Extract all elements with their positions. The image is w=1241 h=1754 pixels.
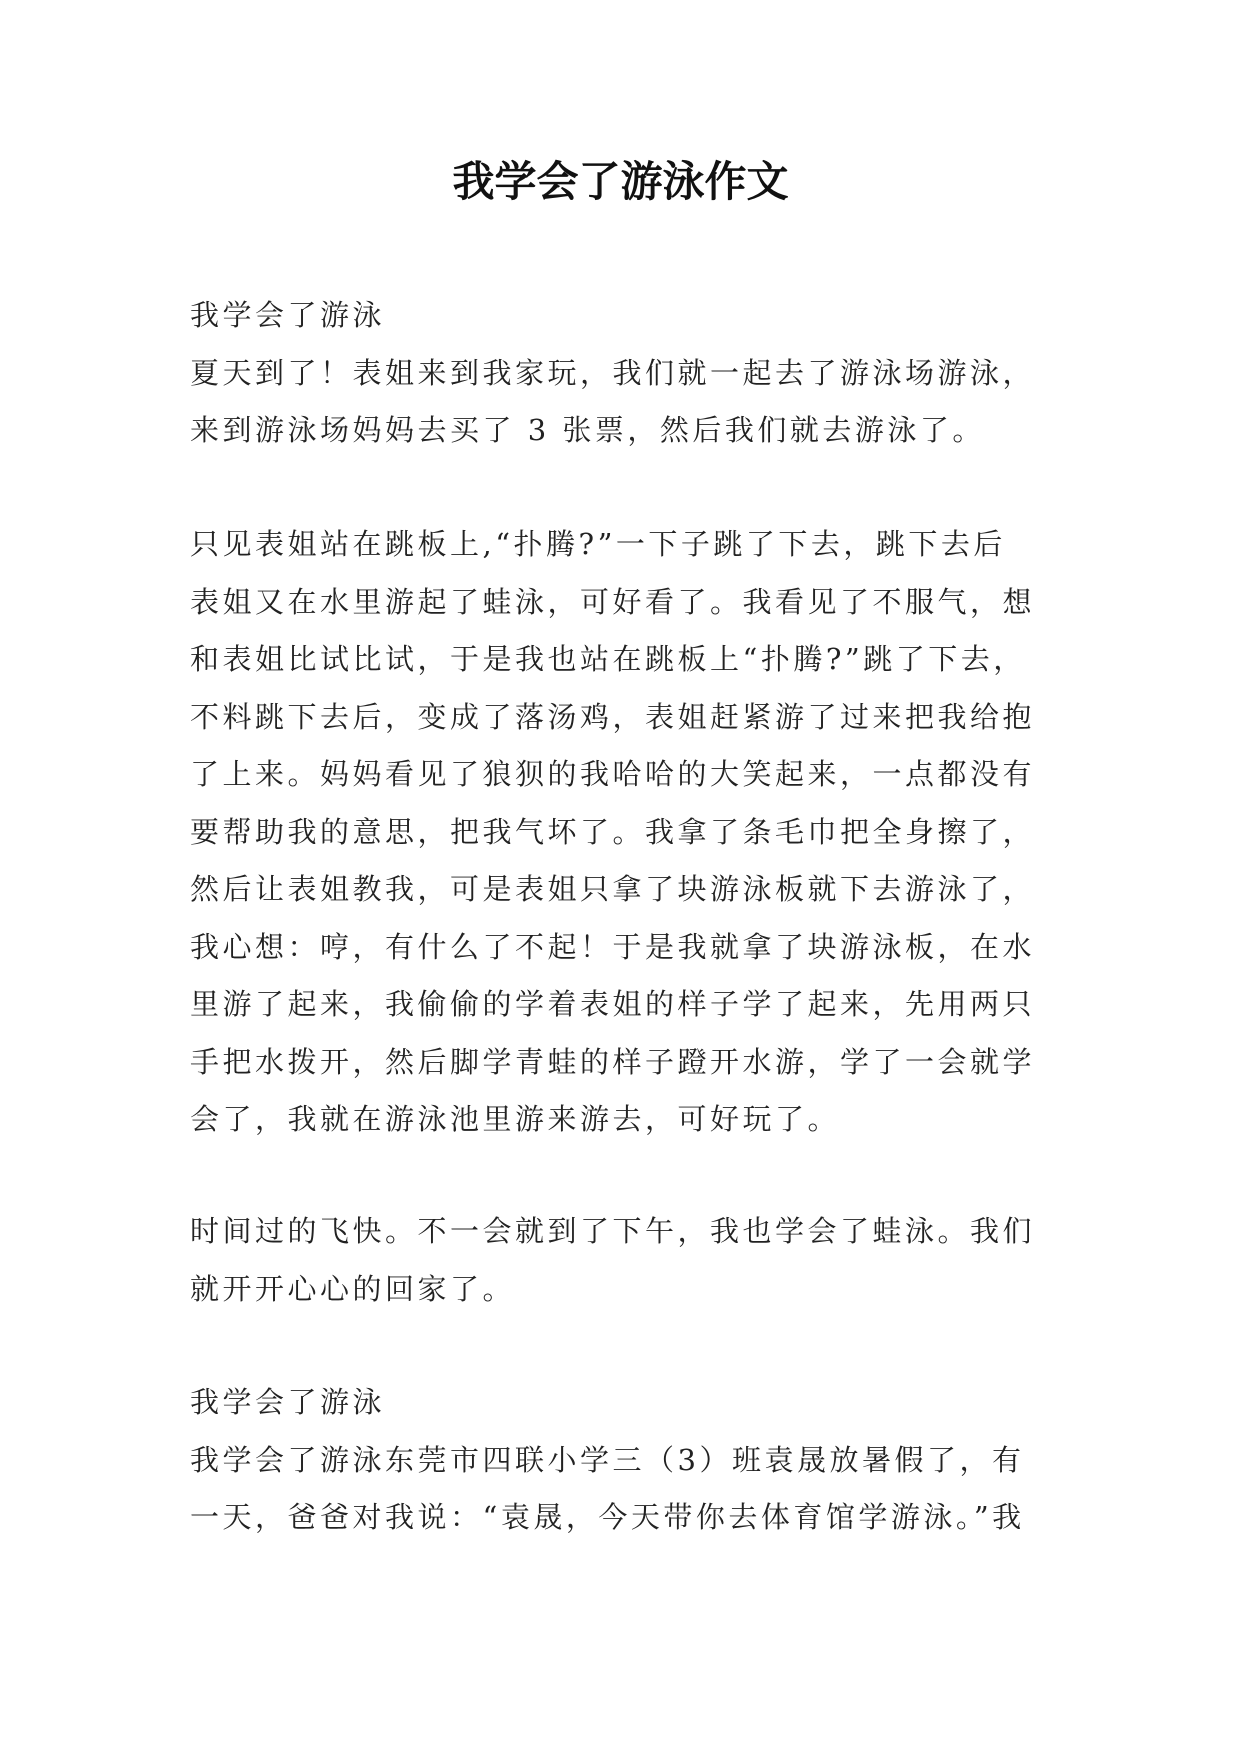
text-line: 表姐又在水里游起了蛙泳，可好看了。我看见了不服气，想 xyxy=(190,584,1036,619)
text-line: 会了，我就在游泳池里游来游去，可好玩了。 xyxy=(190,1102,841,1136)
text-line: 然后让表姐教我，可是表姐只拿了块游泳板就下去游泳了， xyxy=(190,872,1036,906)
text-line: 我心想：哼，有什么了不起！于是我就拿了块游泳板，在水 xyxy=(190,929,1036,964)
text-line: 不料跳下去后，变成了落汤鸡，表姐赶紧游了过来把我给抱 xyxy=(190,699,1036,734)
text-line: 来到游泳场妈妈去买了 3 张票，然后我们就去游泳了。 xyxy=(190,413,985,447)
text-line: 夏天到了！表姐来到我家玩，我们就一起去了游泳场游泳， xyxy=(190,355,1036,390)
text-line: 了上来。妈妈看见了狼狈的我哈哈的大笑起来，一点都没有 xyxy=(190,757,1036,791)
document-title: 我学会了游泳作文 xyxy=(452,157,789,206)
text-line: 就开开心心的回家了。 xyxy=(190,1271,516,1306)
paragraph-block-1 xyxy=(190,287,1075,460)
subheading: 我学会了游泳 xyxy=(190,298,386,332)
text-line: 只见表姐站在跳板上,“扑腾?”一下子跳了下去，跳下去后 xyxy=(190,527,1006,561)
text-line: 要帮助我的意思，把我气坏了。我拿了条毛巾把全身擦了， xyxy=(190,814,1036,849)
text-line: 里游了起来，我偷偷的学着表姐的样子学了起来，先用两只 xyxy=(190,987,1036,1021)
text-line: 和表姐比试比试，于是我也站在跳板上“扑腾?”跳了下去， xyxy=(190,642,1026,676)
paragraph-block-3 xyxy=(190,1203,1075,1318)
text-line: 时间过的飞快。不一会就到了下午，我也学会了蛙泳。我们 xyxy=(190,1214,1036,1248)
paragraph-block-4 xyxy=(190,1374,1075,1547)
paragraph-block-2 xyxy=(190,516,1075,1149)
text-line: 手把水拨开，然后脚学青蛙的样子蹬开水游，学了一会就学 xyxy=(190,1044,1036,1079)
subheading: 我学会了游泳 xyxy=(190,1385,386,1419)
text-line: 一天，爸爸对我说：“袁晟，今天带你去体育馆学游泳。”我 xyxy=(190,1500,1025,1534)
text-line: 我学会了游泳东莞市四联小学三（3）班袁晟放暑假了，有 xyxy=(190,1442,1025,1477)
